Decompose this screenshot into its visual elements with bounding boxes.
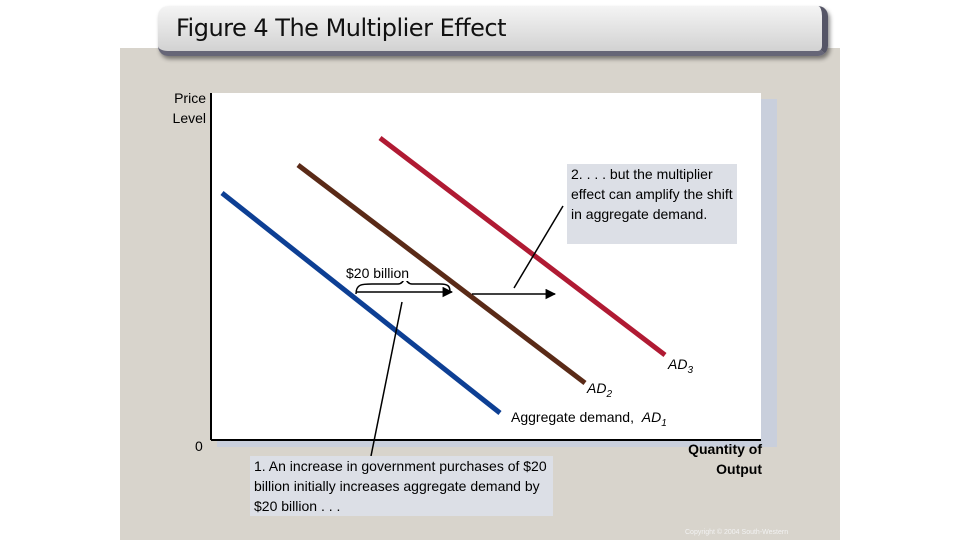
ad2-curve	[298, 165, 585, 383]
ad1-text: Aggregate demand,	[511, 409, 634, 425]
ad2-sub: 2	[606, 388, 613, 400]
ad3-label	[668, 356, 693, 376]
ad2-label	[587, 380, 612, 400]
shift-label: $20 billion	[346, 265, 410, 281]
ad1-name: AD	[641, 409, 662, 425]
ad1-sub: 1	[661, 417, 667, 429]
ad3-sub: 3	[687, 364, 694, 376]
annotation-initial-increase: 1. An increase in government purchases of $20 billion initially increases aggregate demand by $20 billion . . .	[250, 456, 553, 516]
x-axis-label: Quantity of Output	[688, 441, 762, 477]
ad1-label	[511, 409, 667, 429]
origin-label: 0	[195, 438, 203, 454]
copyright-notice: Copyright © 2004 South-Western	[685, 529, 789, 536]
slide-title: Figure 4 The Multiplier Effect	[176, 14, 506, 42]
annotation-multiplier: 2. . . . but the multiplier effect can amplify the shift in aggregate demand.	[567, 164, 737, 244]
ad1-curve	[222, 193, 500, 413]
ad3-name: AD	[668, 356, 688, 372]
y-axis-label: Price Level	[172, 90, 206, 126]
ad2-name: AD	[587, 380, 607, 396]
